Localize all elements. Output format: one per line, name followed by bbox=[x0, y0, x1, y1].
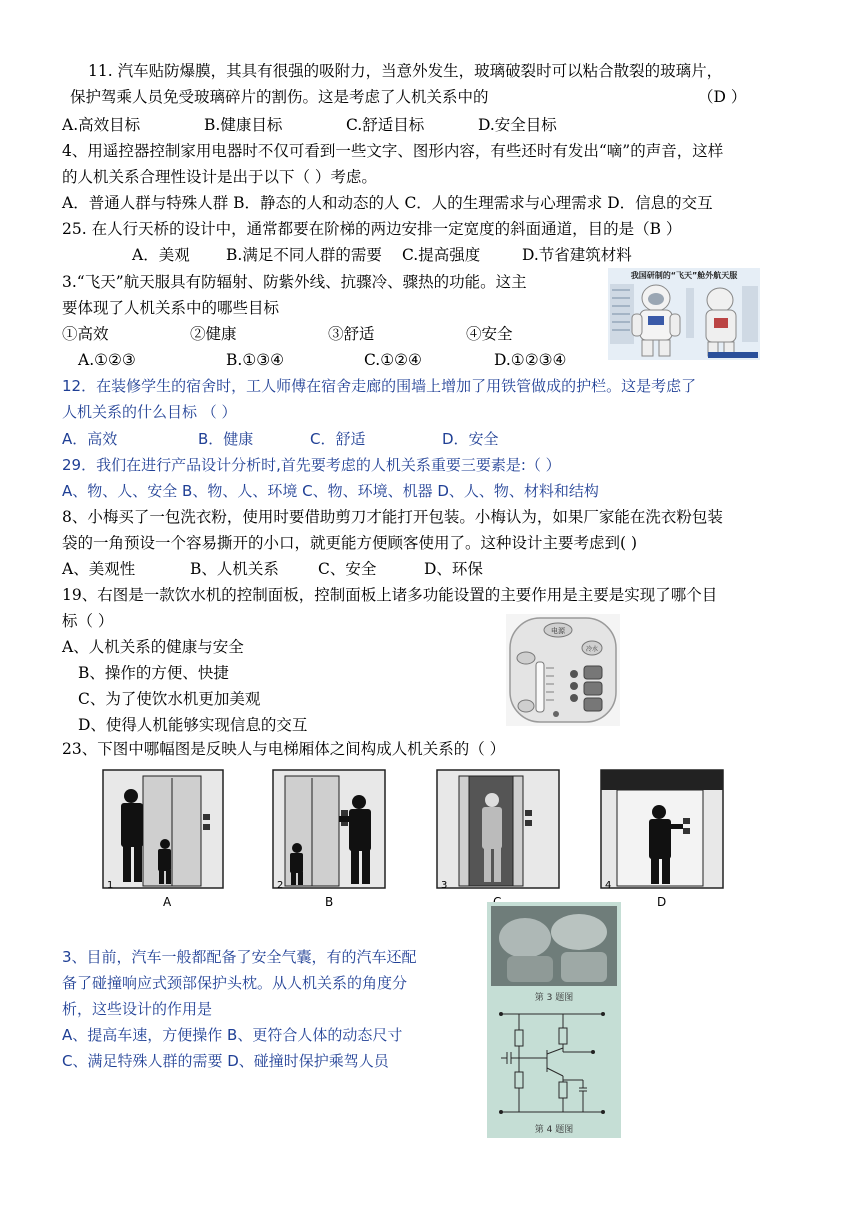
q19-option-d: D、使得人机能够实现信息的交互 bbox=[78, 716, 308, 734]
q11-option-b: B.健康目标 bbox=[204, 116, 283, 134]
q12-option-d: D．安全 bbox=[442, 430, 499, 448]
q8-stem-line2: 袋的一角预设一个容易撕开的小口，就更能方便顾客使用了。这种设计主要考虑到( ) bbox=[62, 534, 638, 552]
q25-stem: 25. 在人行天桥的设计中，通常都要在阶梯的两边安排一定宽度的斜面通道，目的是（B ） bbox=[62, 220, 682, 238]
q12-stem-line1: 12．在装修学生的宿舍时，工人师傅在宿舍走廊的围墙上增加了用铁管做成的护栏。这是考虑了 bbox=[62, 377, 697, 395]
q19-option-b: B、操作的方便、快捷 bbox=[78, 664, 229, 682]
q3b-stem-line1: 3、目前，汽车一般都配备了安全气囊，有的汽车还配 bbox=[62, 948, 417, 966]
panel-4-number: 4 bbox=[605, 880, 612, 891]
q12-option-a: A．高效 bbox=[62, 430, 118, 448]
q8-stem-line1: 8、小梅买了一包洗衣粉，使用时要借助剪刀才能打开包装。小梅认为，如果厂家能在洗衣粉包装 bbox=[62, 508, 723, 526]
q4-options: A．普通人群与特殊人群 B．静态的人和动态的人 C．人的生理需求与心理需求 D．信息的交互 bbox=[62, 194, 713, 212]
q3a-option-a: A.①②③ bbox=[78, 351, 136, 369]
fig4-caption: 第 4 题图 bbox=[534, 1125, 574, 1135]
q3a-option-d: D.①②③④ bbox=[494, 351, 567, 369]
q3a-item-3: ③舒适 bbox=[328, 325, 375, 343]
q8-option-b: B、人机关系 bbox=[190, 560, 279, 578]
panel-4-letter: D bbox=[657, 895, 667, 908]
q4-stem-line1: 4、用遥控器控制家用电器时不仅可看到一些文字、图形内容，有些还时有发出“嘀”的声音，这样 bbox=[62, 142, 724, 160]
panel-power-label: 电源 bbox=[551, 627, 565, 635]
q3a-item-4: ④安全 bbox=[466, 325, 513, 343]
q8-options bbox=[62, 558, 483, 580]
q11-options bbox=[62, 114, 557, 136]
q12-option-b: B．健康 bbox=[198, 430, 254, 448]
elevator-panel-1 bbox=[103, 770, 223, 908]
spacesuit-caption: 我国研制的“飞天”舱外航天服 bbox=[630, 271, 738, 280]
q25-option-a: A．美观 bbox=[132, 246, 190, 264]
q3a-stem-line1: 3.“飞天”航天服具有防辐射、防紫外线、抗骤冷、骤热的功能。这主 bbox=[62, 273, 527, 291]
q3b-stem-line3: 析，这些设计的作用是 bbox=[62, 1000, 213, 1018]
q25-option-c: C.提高强度 bbox=[402, 246, 481, 264]
elevator-panel-2 bbox=[273, 770, 385, 908]
water-dispenser-panel-image bbox=[506, 614, 620, 726]
q25-options bbox=[132, 244, 632, 266]
airbag-and-circuit-figure bbox=[487, 902, 621, 1138]
panel-2-letter: B bbox=[325, 895, 334, 908]
q11-answer: （D ） bbox=[698, 88, 747, 106]
q23-stem: 23、下图中哪幅图是反映人与电梯厢体之间构成人机关系的（ ） bbox=[62, 740, 506, 758]
q19-stem-line1: 19、右图是一款饮水机的控制面板，控制面板上诸多功能设置的主要作用是主要是实现了哪个目 bbox=[62, 586, 718, 604]
q19-option-a: A、人机关系的健康与安全 bbox=[62, 638, 244, 656]
q25-option-d: D.节省建筑材料 bbox=[522, 246, 632, 264]
q29-stem: 29．我们在进行产品设计分析时,首先要考虑的人机关系重要三要素是:（ ） bbox=[62, 456, 561, 474]
q8-option-c: C、安全 bbox=[318, 560, 377, 578]
q3a-item-2: ②健康 bbox=[190, 325, 237, 343]
q3a-option-c: C.①②④ bbox=[364, 351, 422, 369]
elevator-panel-3 bbox=[437, 770, 559, 908]
q12-options bbox=[62, 428, 499, 450]
panel-2-number: 2 bbox=[277, 880, 284, 891]
q3b-stem-line2: 备了碰撞响应式颈部保护头枕。从人机关系的角度分 bbox=[62, 974, 408, 992]
fig3-caption: 第 3 题图 bbox=[534, 993, 574, 1003]
elevator-panel-4 bbox=[601, 770, 723, 908]
q8-option-a: A、美观性 bbox=[62, 560, 136, 578]
q12-option-c: C．舒适 bbox=[310, 430, 366, 448]
elevator-figure bbox=[97, 766, 735, 908]
q3a-item-1: ①高效 bbox=[62, 325, 109, 343]
q19-stem-line2: 标（ ） bbox=[62, 612, 114, 630]
q11-option-a: A.高效目标 bbox=[62, 116, 141, 134]
q3b-option-cd: C、满足特殊人群的需要 D、碰撞时保护乘驾人员 bbox=[62, 1052, 389, 1070]
q11-stem-line1: 11. 汽车贴防爆膜，其具有很强的吸附力，当意外发生，玻璃破裂时可以粘合散裂的玻璃片， bbox=[88, 62, 723, 80]
spacesuit-image bbox=[608, 268, 760, 360]
panel-1-letter: A bbox=[163, 895, 172, 908]
q3a-stem-line2: 要体现了人机关系中的哪些目标 bbox=[62, 299, 280, 317]
q3a-items bbox=[62, 323, 513, 345]
q25-option-b: B.满足不同人群的需要 bbox=[226, 246, 382, 264]
panel-3-number: 3 bbox=[441, 880, 448, 891]
q11-stem-line2: 保护驾乘人员免受玻璃碎片的割伤。这是考虑了人机关系中的 bbox=[70, 88, 489, 106]
panel-cold-label: 冷水 bbox=[585, 646, 599, 653]
q3a-option-b: B.①③④ bbox=[226, 351, 285, 369]
q11-option-d: D.安全目标 bbox=[478, 116, 557, 134]
q11-option-c: C.舒适目标 bbox=[346, 116, 425, 134]
q3a-options bbox=[78, 349, 566, 371]
q19-option-c: C、为了使饮水机更加美观 bbox=[78, 690, 261, 708]
q12-stem-line2: 人机关系的什么目标 （ ） bbox=[62, 403, 237, 421]
q29-options: A、物、人、安全 B、物、人、环境 C、物、环境、机器 D、人、物、材料和结构 bbox=[62, 482, 599, 500]
q3b-option-ab: A、提高车速，方便操作 B、更符合人体的动态尺寸 bbox=[62, 1026, 403, 1044]
q4-stem-line2: 的人机关系合理性设计是出于以下（ ）考虑。 bbox=[62, 168, 377, 186]
q8-option-d: D、环保 bbox=[424, 560, 483, 578]
panel-1-number: 1 bbox=[107, 880, 114, 891]
